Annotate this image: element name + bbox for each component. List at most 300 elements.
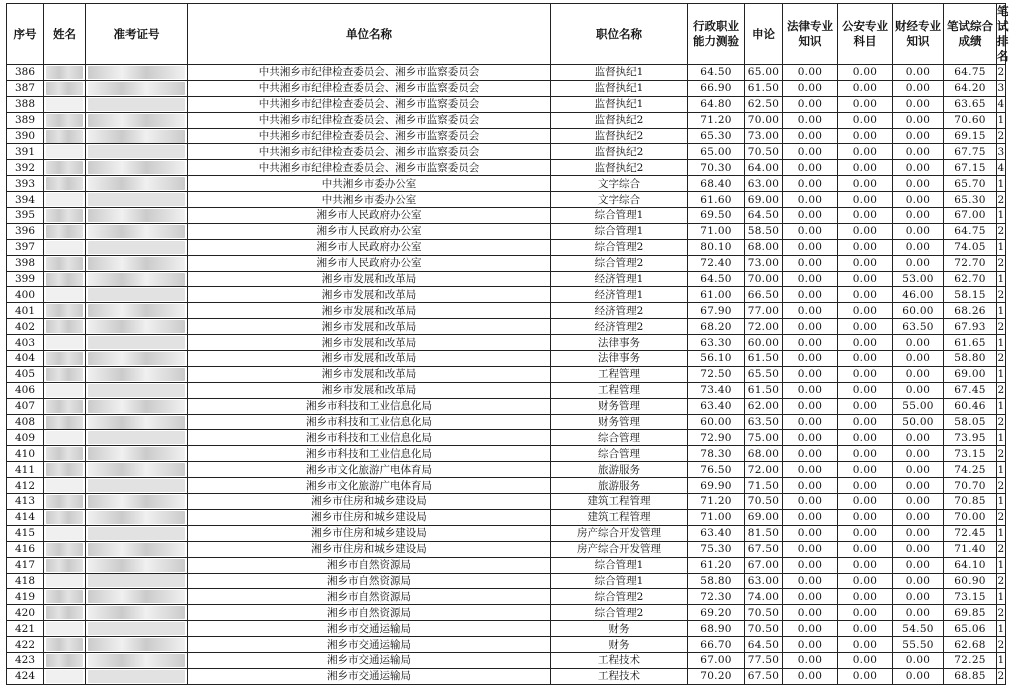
- cell-total: 65.30: [944, 192, 997, 208]
- cell-exam-id: [86, 160, 188, 176]
- redacted-name-block: [46, 98, 83, 111]
- cell-aptitude: 64.80: [688, 96, 745, 112]
- redacted-name-block: [46, 638, 83, 651]
- cell-aptitude: 69.50: [688, 208, 745, 224]
- cell-rank: 2: [997, 574, 1005, 587]
- cell-law: 0.00: [783, 271, 838, 287]
- redacted-id-block: [88, 400, 185, 413]
- cell-position: 经济管理1: [551, 287, 688, 303]
- redacted-id-block: [88, 463, 185, 476]
- cell-rank: 3: [997, 82, 1005, 95]
- redacted-id-block: [88, 241, 185, 254]
- cell-finance: 0.00: [893, 478, 944, 494]
- table-row: [7, 366, 1006, 382]
- cell-position: 综合管理2: [551, 255, 688, 271]
- cell-law: 0.00: [783, 96, 838, 112]
- redacted-name-block: [46, 384, 83, 397]
- cell-law: 0.00: [783, 446, 838, 462]
- table-row: [7, 605, 1006, 621]
- cell-name: [44, 303, 86, 319]
- cell-police: 0.00: [838, 303, 893, 319]
- cell-unit: 湘乡市文化旅游广电体育局: [188, 462, 551, 478]
- cell-aptitude: 73.40: [688, 382, 745, 398]
- cell-total: 64.75: [944, 65, 997, 81]
- cell-essay: 70.50: [745, 144, 783, 160]
- cell-rank: 1: [997, 368, 1005, 381]
- cell-name: [44, 176, 86, 192]
- cell-name: [44, 128, 86, 144]
- cell-rank: 2: [997, 288, 1005, 301]
- cell-name: [44, 478, 86, 494]
- cell-position: 监督执纪2: [551, 144, 688, 160]
- cell-police: 0.00: [838, 525, 893, 541]
- cell-exam-id: [86, 462, 188, 478]
- cell-total: 72.70: [944, 255, 997, 271]
- cell-total: 67.00: [944, 208, 997, 224]
- cell-rank: 1: [997, 559, 1005, 572]
- table-row: [7, 637, 1006, 653]
- cell-total: 67.93: [944, 319, 997, 335]
- col-header-name: 姓名: [44, 4, 86, 65]
- cell-unit: 湘乡市科技和工业信息化局: [188, 430, 551, 446]
- cell-total: 70.85: [944, 494, 997, 510]
- cell-index: 410: [7, 446, 44, 462]
- cell-aptitude: 68.40: [688, 176, 745, 192]
- cell-index: 392: [7, 160, 44, 176]
- redacted-name-block: [46, 431, 83, 444]
- redacted-name-block: [46, 606, 83, 619]
- cell-exam-id: [86, 366, 188, 382]
- cell-unit: 湘乡市发展和改革局: [188, 303, 551, 319]
- cell-name: [44, 239, 86, 255]
- cell-exam-id: [86, 509, 188, 525]
- cell-position: 财务管理: [551, 414, 688, 430]
- redacted-id-block: [88, 527, 185, 540]
- cell-finance: 0.00: [893, 144, 944, 160]
- cell-essay: 65.50: [745, 366, 783, 382]
- table-row: [7, 494, 1006, 510]
- cell-essay: 68.00: [745, 239, 783, 255]
- cell-finance: 0.00: [893, 65, 944, 81]
- cell-position: 综合管理2: [551, 239, 688, 255]
- redacted-id-block: [88, 320, 185, 333]
- cell-essay: 71.50: [745, 478, 783, 494]
- cell-index: 415: [7, 525, 44, 541]
- cell-exam-id: [86, 351, 188, 367]
- cell-name: [44, 430, 86, 446]
- cell-aptitude: 66.70: [688, 637, 745, 653]
- redacted-name-block: [46, 527, 83, 540]
- cell-aptitude: 70.20: [688, 668, 745, 684]
- cell-essay: 58.50: [745, 223, 783, 239]
- cell-unit: 湘乡市发展和改革局: [188, 382, 551, 398]
- cell-position: 经济管理2: [551, 303, 688, 319]
- cell-total: 65.70: [944, 176, 997, 192]
- cell-rank: 2: [997, 225, 1005, 238]
- redacted-name-block: [46, 511, 83, 524]
- cell-name: [44, 494, 86, 510]
- cell-unit: 中共湘乡市委办公室: [188, 176, 551, 192]
- cell-unit: 湘乡市科技和工业信息化局: [188, 414, 551, 430]
- cell-exam-id: [86, 382, 188, 398]
- cell-finance: 0.00: [893, 366, 944, 382]
- cell-finance: 0.00: [893, 223, 944, 239]
- cell-name: [44, 541, 86, 557]
- cell-police: 0.00: [838, 494, 893, 510]
- cell-total: 69.15: [944, 128, 997, 144]
- redacted-id-block: [88, 209, 185, 222]
- cell-essay: 62.00: [745, 398, 783, 414]
- cell-aptitude: 69.90: [688, 478, 745, 494]
- cell-police: 0.00: [838, 239, 893, 255]
- cell-unit: 中共湘乡市纪律检查委员会、湘乡市监察委员会: [188, 144, 551, 160]
- cell-aptitude: 72.50: [688, 366, 745, 382]
- cell-name: [44, 525, 86, 541]
- cell-police: 0.00: [838, 160, 893, 176]
- cell-name: [44, 621, 86, 637]
- cell-unit: 湘乡市住房和城乡建设局: [188, 494, 551, 510]
- cell-name: [44, 509, 86, 525]
- cell-finance: 0.00: [893, 557, 944, 573]
- redacted-name-block: [46, 495, 83, 508]
- cell-aptitude: 67.00: [688, 652, 745, 668]
- cell-aptitude: 56.10: [688, 351, 745, 367]
- cell-aptitude: 71.00: [688, 509, 745, 525]
- cell-position: 监督执纪2: [551, 112, 688, 128]
- cell-exam-id: [86, 414, 188, 430]
- cell-law: 0.00: [783, 509, 838, 525]
- cell-position: 财务: [551, 621, 688, 637]
- cell-rank: 4: [997, 161, 1005, 174]
- cell-aptitude: 61.60: [688, 192, 745, 208]
- cell-essay: 67.50: [745, 668, 783, 684]
- cell-essay: 68.00: [745, 446, 783, 462]
- cell-rank: 4: [997, 98, 1005, 111]
- cell-finance: 0.00: [893, 494, 944, 510]
- cell-position: 工程技术: [551, 652, 688, 668]
- cell-police: 0.00: [838, 398, 893, 414]
- cell-unit: 湘乡市人民政府办公室: [188, 208, 551, 224]
- cell-index: 413: [7, 494, 44, 510]
- redacted-id-block: [88, 574, 185, 587]
- cell-index: 386: [7, 65, 44, 81]
- cell-index: 399: [7, 271, 44, 287]
- cell-essay: 61.50: [745, 351, 783, 367]
- cell-position: 房产综合开发管理: [551, 525, 688, 541]
- cell-exam-id: [86, 589, 188, 605]
- redacted-id-block: [88, 114, 185, 127]
- cell-exam-id: [86, 271, 188, 287]
- redacted-id-block: [88, 368, 185, 381]
- cell-total: 70.70: [944, 478, 997, 494]
- cell-aptitude: 60.00: [688, 414, 745, 430]
- table-row: [7, 208, 1006, 224]
- cell-unit: 湘乡市发展和改革局: [188, 351, 551, 367]
- cell-aptitude: 72.30: [688, 589, 745, 605]
- cell-rank: 2: [997, 511, 1005, 524]
- cell-law: 0.00: [783, 319, 838, 335]
- cell-index: 409: [7, 430, 44, 446]
- cell-finance: 0.00: [893, 382, 944, 398]
- cell-aptitude: 72.40: [688, 255, 745, 271]
- cell-name: [44, 144, 86, 160]
- cell-index: 417: [7, 557, 44, 573]
- cell-aptitude: 61.20: [688, 557, 745, 573]
- table-row: [7, 589, 1006, 605]
- col-header-rank: 笔试排名: [997, 4, 1009, 63]
- cell-total: 65.06: [944, 621, 997, 637]
- cell-position: 综合管理: [551, 446, 688, 462]
- cell-total: 61.65: [944, 335, 997, 351]
- table-row: [7, 430, 1006, 446]
- cell-police: 0.00: [838, 541, 893, 557]
- cell-law: 0.00: [783, 287, 838, 303]
- table-row: [7, 557, 1006, 573]
- redacted-name-block: [46, 622, 83, 635]
- cell-aptitude: 72.90: [688, 430, 745, 446]
- redacted-id-block: [88, 225, 185, 238]
- cell-rank: 2: [997, 257, 1005, 270]
- redacted-name-block: [46, 400, 83, 413]
- redacted-name-block: [46, 447, 83, 460]
- cell-exam-id: [86, 128, 188, 144]
- cell-name: [44, 605, 86, 621]
- cell-unit: 中共湘乡市纪律检查委员会、湘乡市监察委员会: [188, 65, 551, 81]
- cell-exam-id: [86, 446, 188, 462]
- cell-exam-id: [86, 335, 188, 351]
- redacted-id-block: [88, 511, 185, 524]
- cell-finance: 0.00: [893, 128, 944, 144]
- cell-law: 0.00: [783, 525, 838, 541]
- cell-essay: 61.50: [745, 382, 783, 398]
- table-row: [7, 414, 1006, 430]
- table-row: [7, 192, 1006, 208]
- cell-rank: 2: [997, 670, 1005, 683]
- cell-position: 监督执纪2: [551, 160, 688, 176]
- cell-aptitude: 64.50: [688, 65, 745, 81]
- cell-index: 395: [7, 208, 44, 224]
- cell-exam-id: [86, 398, 188, 414]
- cell-aptitude: 65.00: [688, 144, 745, 160]
- cell-position: 经济管理2: [551, 319, 688, 335]
- cell-name: [44, 589, 86, 605]
- cell-finance: 0.00: [893, 668, 944, 684]
- table-row: [7, 271, 1006, 287]
- cell-law: 0.00: [783, 557, 838, 573]
- cell-law: 0.00: [783, 589, 838, 605]
- cell-police: 0.00: [838, 446, 893, 462]
- cell-rank: 1: [997, 463, 1005, 476]
- cell-unit: 湘乡市人民政府办公室: [188, 255, 551, 271]
- col-header-unit: 单位名称: [188, 4, 551, 65]
- cell-finance: 0.00: [893, 335, 944, 351]
- cell-essay: 70.00: [745, 271, 783, 287]
- redacted-name-block: [46, 463, 83, 476]
- redacted-name-block: [46, 66, 83, 79]
- cell-index: 416: [7, 541, 44, 557]
- cell-rank: 2: [997, 320, 1005, 333]
- cell-exam-id: [86, 144, 188, 160]
- cell-finance: 0.00: [893, 239, 944, 255]
- cell-name: [44, 382, 86, 398]
- cell-exam-id: [86, 557, 188, 573]
- cell-total: 74.25: [944, 462, 997, 478]
- redacted-name-block: [46, 257, 83, 270]
- cell-name: [44, 351, 86, 367]
- cell-law: 0.00: [783, 366, 838, 382]
- cell-police: 0.00: [838, 668, 893, 684]
- cell-rank: 1: [997, 622, 1005, 635]
- cell-total: 67.75: [944, 144, 997, 160]
- cell-exam-id: [86, 637, 188, 653]
- cell-position: 建筑工程管理: [551, 509, 688, 525]
- cell-rank: 1: [997, 527, 1005, 540]
- cell-essay: 64.50: [745, 208, 783, 224]
- redacted-id-block: [88, 352, 185, 365]
- cell-finance: 0.00: [893, 160, 944, 176]
- table-row: [7, 462, 1006, 478]
- cell-position: 文字综合: [551, 192, 688, 208]
- cell-index: 406: [7, 382, 44, 398]
- cell-index: 411: [7, 462, 44, 478]
- cell-unit: 湘乡市交通运输局: [188, 652, 551, 668]
- table-row: [7, 382, 1006, 398]
- cell-finance: 50.00: [893, 414, 944, 430]
- cell-unit: 湘乡市住房和城乡建设局: [188, 509, 551, 525]
- cell-index: 407: [7, 398, 44, 414]
- cell-police: 0.00: [838, 319, 893, 335]
- cell-name: [44, 96, 86, 112]
- cell-law: 0.00: [783, 176, 838, 192]
- redacted-name-block: [46, 368, 83, 381]
- cell-essay: 72.00: [745, 319, 783, 335]
- table-row: [7, 239, 1006, 255]
- cell-essay: 67.50: [745, 541, 783, 557]
- cell-rank: 2: [997, 130, 1005, 142]
- cell-law: 0.00: [783, 208, 838, 224]
- cell-finance: 0.00: [893, 80, 944, 96]
- table-row: [7, 652, 1006, 668]
- cell-exam-id: [86, 541, 188, 557]
- cell-exam-id: [86, 605, 188, 621]
- cell-essay: 70.50: [745, 494, 783, 510]
- redacted-id-block: [88, 495, 185, 508]
- table-row: [7, 223, 1006, 239]
- cell-exam-id: [86, 239, 188, 255]
- redacted-id-block: [88, 177, 185, 190]
- cell-exam-id: [86, 80, 188, 96]
- cell-exam-id: [86, 192, 188, 208]
- cell-index: 394: [7, 192, 44, 208]
- cell-name: [44, 271, 86, 287]
- cell-police: 0.00: [838, 605, 893, 621]
- cell-essay: 70.50: [745, 621, 783, 637]
- cell-position: 法律事务: [551, 351, 688, 367]
- cell-police: 0.00: [838, 430, 893, 446]
- table-row: [7, 80, 1006, 96]
- cell-law: 0.00: [783, 605, 838, 621]
- cell-unit: 湘乡市人民政府办公室: [188, 223, 551, 239]
- cell-law: 0.00: [783, 255, 838, 271]
- cell-finance: 0.00: [893, 192, 944, 208]
- cell-essay: 63.00: [745, 176, 783, 192]
- cell-index: 420: [7, 605, 44, 621]
- cell-index: 401: [7, 303, 44, 319]
- cell-unit: 湘乡市人民政府办公室: [188, 239, 551, 255]
- cell-exam-id: [86, 668, 188, 684]
- cell-law: 0.00: [783, 573, 838, 589]
- cell-finance: 0.00: [893, 573, 944, 589]
- cell-total: 63.65: [944, 96, 997, 112]
- cell-total: 64.10: [944, 557, 997, 573]
- table-row: [7, 478, 1006, 494]
- redacted-name-block: [46, 543, 83, 556]
- cell-essay: 66.50: [745, 287, 783, 303]
- cell-total: 70.00: [944, 509, 997, 525]
- score-table-sheet: [6, 3, 1009, 685]
- cell-aptitude: 58.80: [688, 573, 745, 589]
- cell-position: 工程管理: [551, 366, 688, 382]
- redacted-name-block: [46, 288, 83, 301]
- cell-finance: 0.00: [893, 255, 944, 271]
- cell-aptitude: 63.40: [688, 398, 745, 414]
- cell-aptitude: 80.10: [688, 239, 745, 255]
- header-row: [7, 4, 1006, 65]
- cell-exam-id: [86, 112, 188, 128]
- cell-essay: 73.00: [745, 255, 783, 271]
- redacted-name-block: [46, 416, 83, 429]
- cell-police: 0.00: [838, 255, 893, 271]
- cell-name: [44, 112, 86, 128]
- cell-finance: 46.00: [893, 287, 944, 303]
- cell-essay: 77.00: [745, 303, 783, 319]
- cell-police: 0.00: [838, 208, 893, 224]
- cell-position: 工程技术: [551, 668, 688, 684]
- cell-unit: 湘乡市发展和改革局: [188, 366, 551, 382]
- redacted-id-block: [88, 543, 185, 556]
- cell-law: 0.00: [783, 335, 838, 351]
- cell-total: 64.20: [944, 80, 997, 96]
- cell-finance: 0.00: [893, 96, 944, 112]
- cell-rank: 2: [997, 352, 1005, 365]
- cell-position: 财务管理: [551, 398, 688, 414]
- cell-aptitude: 75.30: [688, 541, 745, 557]
- cell-total: 68.85: [944, 668, 997, 684]
- cell-essay: 61.50: [745, 80, 783, 96]
- cell-name: [44, 80, 86, 96]
- cell-name: [44, 319, 86, 335]
- cell-police: 0.00: [838, 509, 893, 525]
- cell-finance: 60.00: [893, 303, 944, 319]
- cell-finance: 0.00: [893, 430, 944, 446]
- cell-unit: 湘乡市科技和工业信息化局: [188, 398, 551, 414]
- cell-rank: 2: [997, 638, 1005, 651]
- cell-rank: 2: [997, 479, 1005, 492]
- col-header-essay: 申论: [745, 4, 783, 65]
- cell-position: 综合管理2: [551, 589, 688, 605]
- cell-finance: 55.50: [893, 637, 944, 653]
- cell-essay: 70.50: [745, 605, 783, 621]
- cell-police: 0.00: [838, 80, 893, 96]
- cell-index: 418: [7, 573, 44, 589]
- cell-aptitude: 70.30: [688, 160, 745, 176]
- cell-position: 房产综合开发管理: [551, 541, 688, 557]
- cell-total: 67.15: [944, 160, 997, 176]
- cell-position: 监督执纪1: [551, 96, 688, 112]
- cell-law: 0.00: [783, 303, 838, 319]
- cell-unit: 湘乡市科技和工业信息化局: [188, 446, 551, 462]
- cell-law: 0.00: [783, 668, 838, 684]
